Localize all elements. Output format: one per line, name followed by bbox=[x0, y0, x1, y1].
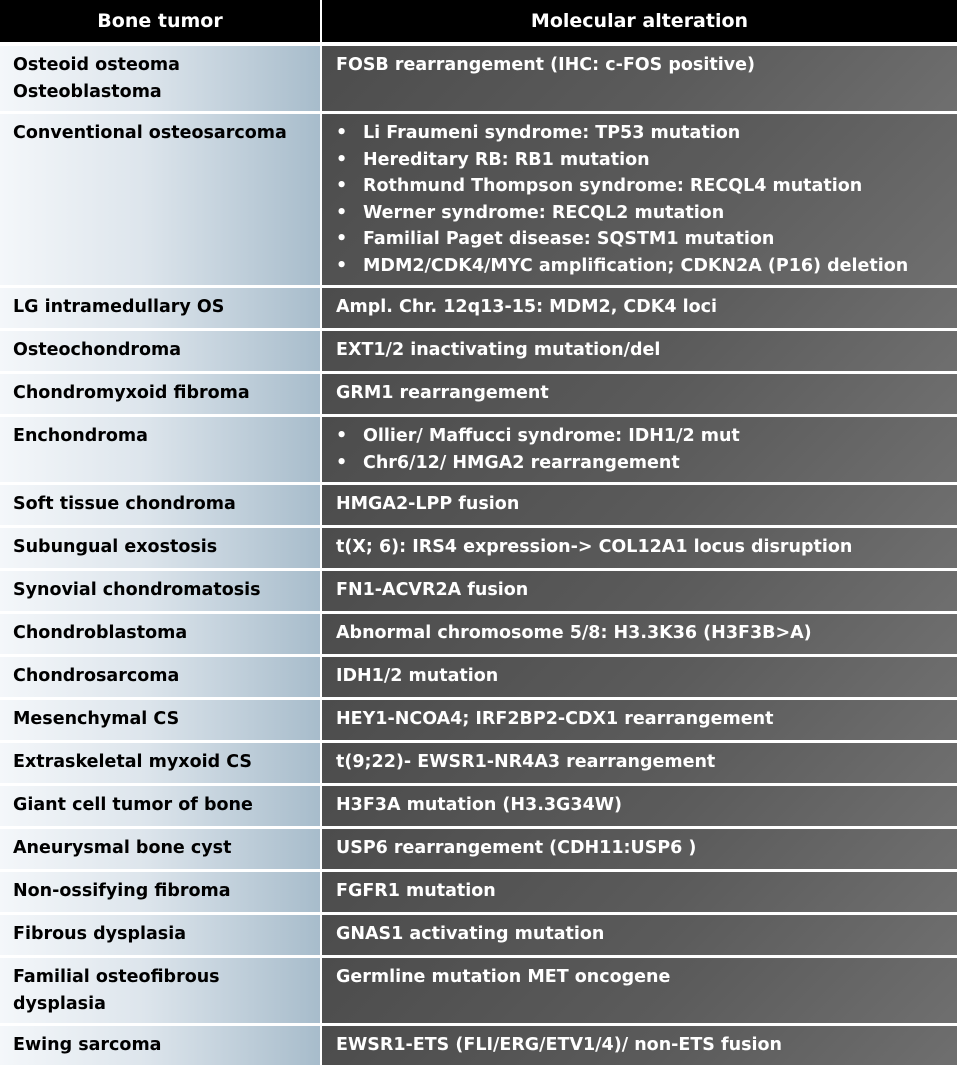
table-row bbox=[0, 373, 957, 416]
table-row bbox=[0, 699, 957, 742]
tumor-cell bbox=[0, 1025, 321, 1067]
tumor-name: Chondromyxoid fibroma bbox=[13, 383, 250, 403]
table-row bbox=[0, 1025, 957, 1067]
tumor-name: Non-ossifying fibroma bbox=[13, 881, 231, 901]
alteration-cell: EXT1/2 inactivating mutation/del bbox=[321, 330, 957, 373]
alteration-cell: IDH1/2 mutation bbox=[321, 656, 957, 699]
header-bone-tumor: Bone tumor bbox=[0, 0, 321, 44]
tumor-cell bbox=[0, 656, 321, 699]
tumor-name: Osteoid osteoma bbox=[13, 55, 180, 75]
table-row bbox=[0, 613, 957, 656]
alteration-cell: t(9;22)- EWSR1-NR4A3 rearrangement bbox=[321, 742, 957, 785]
table-row bbox=[0, 914, 957, 957]
table-row bbox=[0, 957, 957, 1025]
alteration-cell: Ampl. Chr. 12q13-15: MDM2, CDK4 loci bbox=[321, 287, 957, 330]
tumor-name: Chondrosarcoma bbox=[13, 666, 180, 686]
tumor-name: Synovial chondromatosis bbox=[13, 580, 261, 600]
table-row bbox=[0, 785, 957, 828]
table-row bbox=[0, 828, 957, 871]
tumor-name: Soft tissue chondroma bbox=[13, 494, 236, 514]
tumor-cell bbox=[0, 914, 321, 957]
tumor-name: Giant cell tumor of bone bbox=[13, 795, 253, 815]
table-row bbox=[0, 527, 957, 570]
alteration-cell: GRM1 rearrangement bbox=[321, 373, 957, 416]
table-row bbox=[0, 656, 957, 699]
tumor-name: Aneurysmal bone cyst bbox=[13, 838, 232, 858]
tumor-cell bbox=[0, 699, 321, 742]
alteration-cell: FOSB rearrangement (IHC: c-FOS positive) bbox=[321, 44, 957, 113]
alteration-cell: EWSR1-ETS (FLI/ERG/ETV1/4)/ non-ETS fusion bbox=[321, 1025, 957, 1067]
tumor-name: Extraskeletal myxoid CS bbox=[13, 752, 252, 772]
alteration-cell: FN1-ACVR2A fusion bbox=[321, 570, 957, 613]
tumor-name: dysplasia bbox=[13, 993, 106, 1014]
alteration-bullet: • Familial Paget disease: SQSTM1 mutation bbox=[336, 226, 947, 253]
tumor-cell bbox=[0, 44, 321, 113]
tumor-name: Familial osteofibrous bbox=[13, 967, 220, 987]
tumor-name: Chondroblastoma bbox=[13, 623, 188, 643]
tumor-name: Enchondroma bbox=[13, 426, 148, 446]
alteration-bullet: • Li Fraumeni syndrome: TP53 mutation bbox=[336, 120, 947, 147]
table-row bbox=[0, 871, 957, 914]
header-row bbox=[0, 0, 957, 44]
alteration-bullet: • MDM2/CDK4/MYC amplification; CDKN2A (P16) deletion bbox=[336, 253, 947, 280]
tumor-name: Fibrous dysplasia bbox=[13, 924, 187, 944]
tumor-cell bbox=[0, 113, 321, 287]
table-row bbox=[0, 113, 957, 287]
alteration-cell: t(X; 6): IRS4 expression-> COL12A1 locus disruption bbox=[321, 527, 957, 570]
alteration-bullet: • Ollier/ Maffucci syndrome: IDH1/2 mut bbox=[336, 423, 947, 450]
tumor-name: Conventional osteosarcoma bbox=[13, 123, 287, 143]
table-row bbox=[0, 742, 957, 785]
table-row bbox=[0, 330, 957, 373]
tumor-cell bbox=[0, 484, 321, 527]
tumor-cell bbox=[0, 287, 321, 330]
table-row bbox=[0, 287, 957, 330]
tumor-cell bbox=[0, 871, 321, 914]
tumor-cell bbox=[0, 330, 321, 373]
tumor-cell bbox=[0, 957, 321, 1025]
alteration-cell: Germline mutation MET oncogene bbox=[321, 957, 957, 1025]
alteration-cell: GNAS1 activating mutation bbox=[321, 914, 957, 957]
alteration-list bbox=[336, 423, 947, 476]
alteration-cell: USP6 rearrangement (CDH11:USP6 ) bbox=[321, 828, 957, 871]
alteration-cell bbox=[321, 113, 957, 287]
tumor-name: Osteochondroma bbox=[13, 340, 182, 360]
table-row bbox=[0, 484, 957, 527]
alteration-cell: H3F3A mutation (H3.3G34W) bbox=[321, 785, 957, 828]
tumor-cell bbox=[0, 613, 321, 656]
alteration-cell bbox=[321, 416, 957, 484]
alteration-list bbox=[336, 120, 947, 279]
tumor-cell bbox=[0, 373, 321, 416]
alteration-cell: FGFR1 mutation bbox=[321, 871, 957, 914]
tumor-cell bbox=[0, 570, 321, 613]
tumor-cell bbox=[0, 416, 321, 484]
alteration-bullet: • Hereditary RB: RB1 mutation bbox=[336, 147, 947, 174]
tumor-name: Osteoblastoma bbox=[13, 81, 162, 102]
tumor-cell bbox=[0, 527, 321, 570]
header-molecular-alteration: Molecular alteration bbox=[321, 0, 957, 44]
tumor-cell bbox=[0, 785, 321, 828]
tumor-cell bbox=[0, 828, 321, 871]
alteration-cell: Abnormal chromosome 5/8: H3.3K36 (H3F3B>A) bbox=[321, 613, 957, 656]
alteration-bullet: • Werner syndrome: RECQL2 mutation bbox=[336, 200, 947, 227]
alteration-cell: HEY1-NCOA4; IRF2BP2-CDX1 rearrangement bbox=[321, 699, 957, 742]
tumor-name: Subungual exostosis bbox=[13, 537, 218, 557]
tumor-name: Ewing sarcoma bbox=[13, 1035, 162, 1055]
tumor-cell bbox=[0, 742, 321, 785]
tumor-name: Mesenchymal CS bbox=[13, 709, 180, 729]
tumor-name: LG intramedullary OS bbox=[13, 297, 225, 317]
table-row bbox=[0, 570, 957, 613]
alteration-bullet: • Chr6/12/ HMGA2 rearrangement bbox=[336, 450, 947, 477]
alteration-cell: HMGA2-LPP fusion bbox=[321, 484, 957, 527]
table-row bbox=[0, 44, 957, 113]
table-row bbox=[0, 416, 957, 484]
alteration-bullet: • Rothmund Thompson syndrome: RECQL4 mutation bbox=[336, 173, 947, 200]
